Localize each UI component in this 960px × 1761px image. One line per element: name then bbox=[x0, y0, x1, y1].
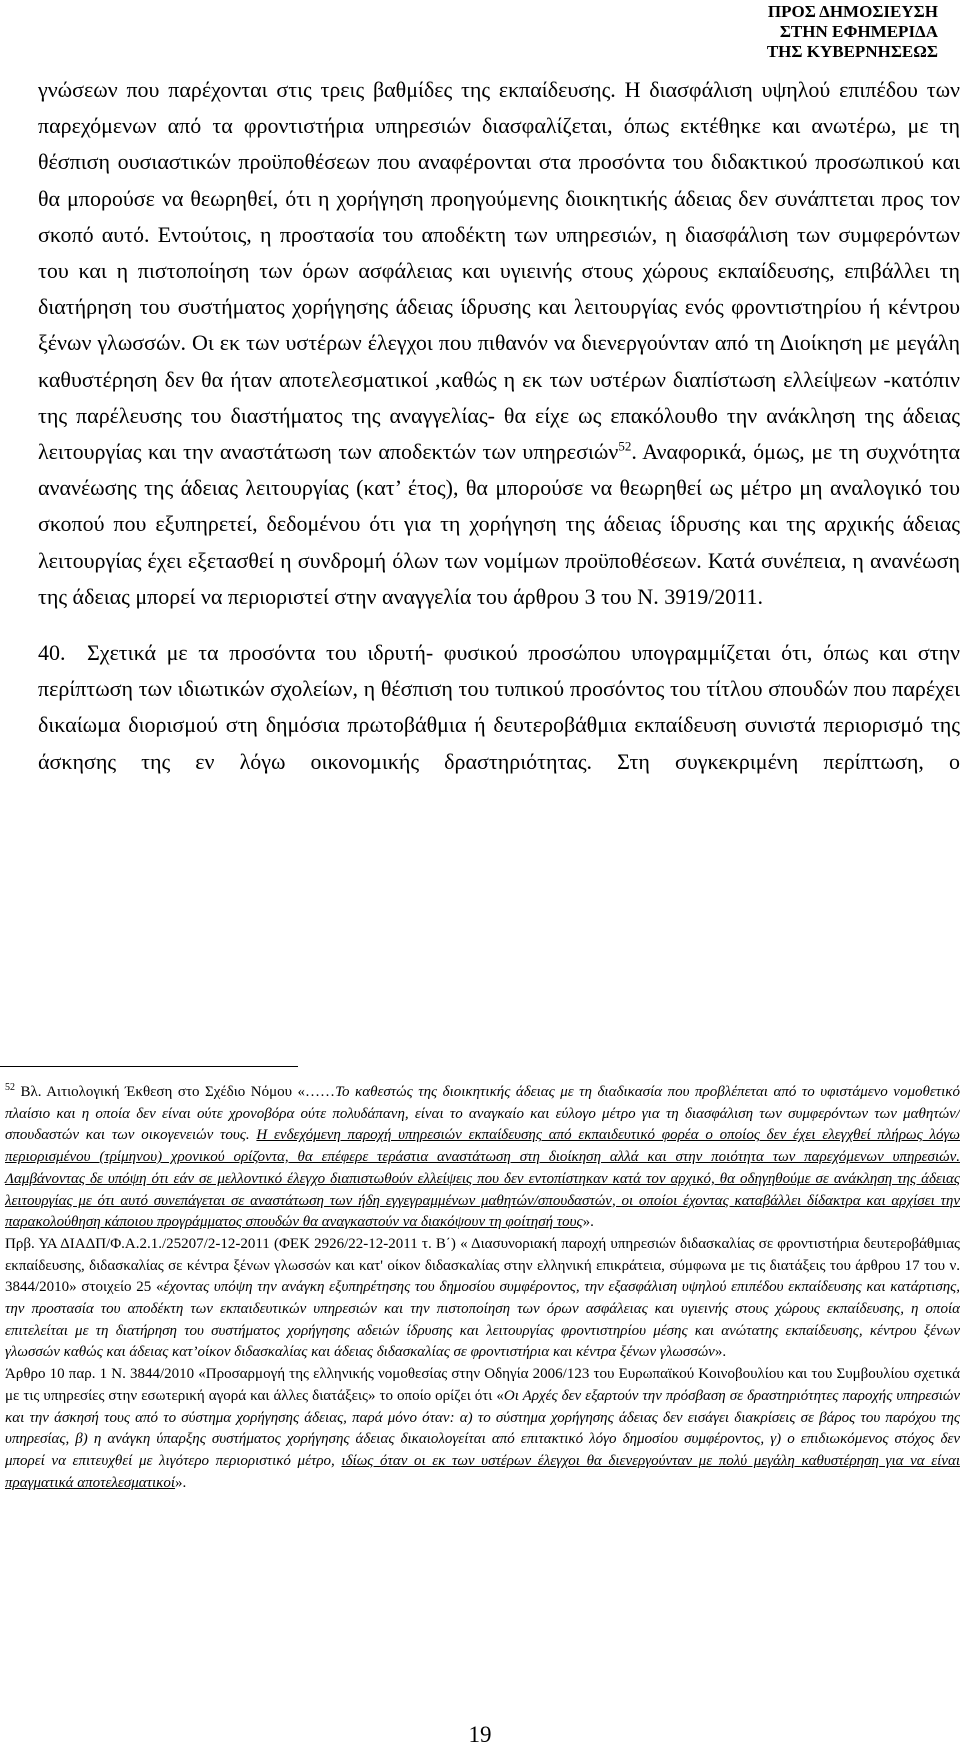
paragraph-continued bbox=[38, 72, 960, 615]
footnote-s2-end: ». bbox=[714, 1344, 727, 1361]
footnote-s1-underlined: Η ενδεχόμενη παροχή υπηρεσιών εκπαίδευσης από εκπαιδευτικό φορέα ο οποίος δεν έχει ελεγχθεί πλήρως λόγω περιορισμένου (τρίμηνου) χρονικού ορίζοντα, θα επέφερε τεράστια αναστάτωση στη διοίκηση αλλά και στην ποιότητα των παρεχόμενων υπηρεσιών. Λαμβάνοντας δε υπόψη ότι εάν σε μελλοντικό έλεγχο διαπιστωθούν ελλείψεις που δεν εντοπίστηκαν κατά τον αρχικό, θα οδηγηθούμε σε ανάκληση της άδειας λειτουργίας με ότι αυτό συνεπάγεται σε αναστάτωση των ήδη εγγεγραμμένων μαθητών/σπουδαστών, οι οποίοι έχοντας καταβάλλει δίδακτρα και αρχίσει την παρακολούθηση κάποιου προγράμματος σπουδών θα αναγκαστούν να διακόψουν τη φοίτησή τους bbox=[5, 1127, 960, 1231]
footnote-s2-plain: Πρβ. ΥΑ ΔΙΑΔΠ/Φ.Α.2.1./25207/2-12-2011 (ΦΕΚ 2926/22-12-2011 τ. Β΄) « Διασυνοριακή παροχή υπηρεσιών διδασκαλίας σε φροντιστήρια δευτεροβάθμιας εκπαίδευσης, διδασκαλίας σε κέντρα ξένων γλωσσών και κατ' οίκον διδασκαλίας στην ελληνική επικράτεια, σύμφωνα με τις διατάξεις του άρθρου 17 του ν. 3844/2010» στοιχείο 25 « bbox=[5, 1235, 960, 1296]
footnote-s3-plain: Άρθρο 10 παρ. 1 Ν. 3844/2010 «Προσαρμογή της ελληνικής νομοθεσίας στην Οδηγία 2006/123 του Ευρωπαϊκού Κοινοβουλίου και του Συμβουλίου σχετικά με τις υπηρεσίες στην εσωτερική αγορά και άλλες διατάξεις» το οποίο ορίζει ότι « bbox=[5, 1366, 960, 1404]
footnote-s2-quote: έχοντας υπόψη την ανάγκη εξυπηρέτησης του δημοσίου συμφέροντος, την εξασφάλιση υψηλού επιπέδου εκπαίδευσης και κατάρτισης, την προστασία του αποδέκτη των εκπαιδευτικών υπηρεσιών και την πιστοποίηση των όρων ασφάλειας και υγιεινής στους χώρους εκπαίδευσης, η οποία επιτελείται με τη διατήρηση του συστήματος χορήγησης αδειών ίδρυσης και λειτουργίας φροντιστηρίου μέσης και ανώτατης εκπαίδευσης, κέντρου ξένων γλωσσών καθώς και άδειας κατ’οίκον διδασκαλίας και άδειας διδασκαλίας σε φροντιστήρια και κέντρα ξένων γλωσσών bbox=[5, 1279, 960, 1361]
footnote-s3-underlined: ιδίως όταν οι εκ των υστέρων έλεγχοι θα διενεργούνταν με πολύ μεγάλη καθυστέρηση για να είναι πραγματικά αποτελεσματικοί bbox=[5, 1452, 960, 1491]
footnote-reference[interactable]: 52 bbox=[618, 438, 632, 454]
footnote-marker: 52 bbox=[5, 1082, 15, 1093]
publication-header bbox=[638, 2, 938, 62]
footnote-s1-quote: Το καθεστώς της διοικητικής άδειας με τη διαδικασία που προβλέπεται από το υφιστάμενο νομοθετικό πλαίσιο και η οποία δεν είναι ούτε χρονοβόρα ούτε πολυδάπανη, είναι το αναγκαίο και εύλογο μέτρο για τη διασφάλιση των συμφερόντων των μαθητών/σπουδαστών και των οικογενειών τους. bbox=[5, 1084, 960, 1144]
header-line-1: ΠΡΟΣ ΔΗΜΟΣΙΕΥΣΗ bbox=[767, 2, 938, 21]
footnote-s1-end: ». bbox=[582, 1214, 594, 1231]
footnote-paragraph-1 bbox=[5, 1082, 960, 1234]
paragraph-40-text: Σχετικά με τα προσόντα του ιδρυτή- φυσικού προσώπου υπογραμμίζεται ότι, όπως και στην περίπτωση των ιδιωτικών σχολείων, η θέσπιση του τυπικού προσόντος του τίτλου σπουδών που παρέχει δικαίωμα διορισμού στη δημόσια πρωτοβάθμια ή δευτεροβάθμια εκπαίδευση συνιστά περιορισμό της άσκησης της εν λόγω οικονομικής δραστηριότητας. Στη συγκεκριμένη περίπτωση, ο bbox=[38, 640, 960, 774]
footnote-s1-plain: Βλ. Αιτιολογική Έκθεση στο Σχέδιο Νόμου «…… bbox=[15, 1084, 336, 1100]
footnote-paragraph-2 bbox=[5, 1234, 960, 1364]
footnote-s3-quote: Οι Αρχές δεν εξαρτούν την πρόσβαση σε δραστηριότητες παροχής υπηρεσιών και την άσκησή τους από το σύστημα χορήγησης άδειας, παρά μόνο όταν: α) το σύστημα χορήγησης άδειας δεν εισάγει διακρίσεις σε βάρος του παρόχου της υπηρεσίας, β) η ανάγκη ύπαρξης συστήματος χορήγησης άδειας δικαιολογείται από επιτακτικό λόγο δημοσίου συμφέροντος, γ) ο επιδιωκόμενος στόχος δεν μπορεί να επιτευχθεί με λιγότερο περιοριστικό μέτρο, bbox=[5, 1387, 960, 1469]
header-line-3: ΤΗΣ ΚΥΒΕΡΝΗΣΕΩΣ bbox=[766, 42, 938, 61]
paragraph-number: 40. bbox=[38, 640, 66, 666]
paragraph-40 bbox=[38, 635, 960, 780]
main-text bbox=[38, 72, 960, 780]
footnote-separator bbox=[0, 1066, 298, 1067]
header-line-2: ΣΤΗΝ ΕΦΗΜΕΡΙΔΑ bbox=[779, 22, 938, 41]
page-number: 19 bbox=[468, 1722, 492, 1747]
footnote-paragraph-3 bbox=[5, 1364, 960, 1494]
footnote-52 bbox=[5, 1082, 960, 1494]
footnote-s3-end: ». bbox=[175, 1474, 187, 1491]
paragraph-text-part-2: . Αναφορικά, όμως, με τη συχνότητα ανανέωσης της άδειας λειτουργίας (κατ’ έτος), θα μπορούσε να θεωρηθεί ως μέτρο μη αναλογικό του σκοπού που εξυπηρετεί, δεδομένου ότι για τη χορήγηση της άδειας ίδρυσης και της αρχικής άδειας λειτουργίας έχει εξετασθεί η συνδρομή όλων των νομίμων προϋποθέσεων. Κατά συνέπεια, η ανανέωση της άδειας μπορεί να περιοριστεί στην αναγγελία του άρθρου 3 του Ν. 3919/2011. bbox=[38, 439, 960, 609]
paragraph-text-part-1: γνώσεων που παρέχονται στις τρεις βαθμίδες της εκπαίδευσης. Η διασφάλιση υψηλού επιπέδου των παρεχόμενων από τα φροντιστήρια υπηρεσιών διασφαλίζεται, όπως εκτέθηκε και ανωτέρω, με τη θέσπιση ουσιαστικών προϋποθέσεων που αναφέρονται στα προσόντα του διδακτικού προσωπικού και θα μπορούσε να θεωρηθεί, ότι η χορήγηση προηγούμενης διοικητικής άδειας δεν συνάπτεται προς τον σκοπό αυτό. Εντούτοις, η προστασία του αποδέκτη των υπηρεσιών, η διασφάλιση των συμφερόντων του και η πιστοποίηση των όρων ασφάλειας και υγιεινής στους χώρους εκπαίδευσης, επιβάλλει τη διατήρηση του συστήματος χορήγησης άδειας ίδρυσης και λειτουργίας ενός φροντιστηρίου ή κέντρου ξένων γλωσσών. Οι εκ των υστέρων έλεγχοι που πιθανόν να διενεργούνταν από τη Διοίκηση με μεγάλη καθυστέρηση δεν θα ήταν αποτελεσματικοί ,καθώς η εκ των υστέρων διαπίστωση ελλείψεων -κατόπιν της παρέλευσης του διαστήματος της αναγγελίας- θα είχε ως επακόλουθο την ανάκληση της άδειας λειτουργίας και την αναστάτωση των αποδεκτών των υπηρεσιών bbox=[38, 77, 960, 465]
